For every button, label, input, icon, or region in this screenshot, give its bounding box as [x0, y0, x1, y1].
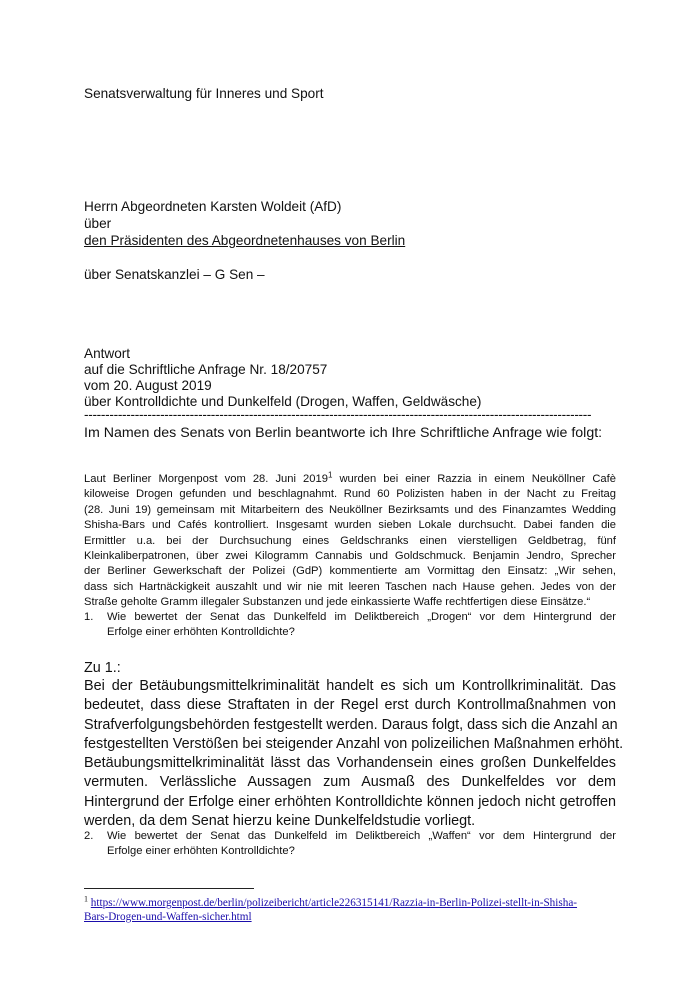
footnote-url-line-1: https://www.morgenpost.de/berlin/polizeibericht/article226315141/Razzia-in-Berlin-Polizei-stellt-in-Shisha-	[90, 897, 578, 909]
intro-sentence: Im Namen des Senats von Berlin beantworte ich Ihre Schriftliche Anfrage wie folgt:	[84, 425, 603, 441]
inquiry-date: vom 20. August 2019	[84, 378, 212, 393]
footnote-mark: 1	[84, 894, 88, 904]
question-2-line: Erfolge einer erhöhten Kontrolldichte?	[107, 845, 295, 858]
footnote	[84, 896, 577, 924]
preamble-line: Ermittler u.a. bei der Durchsuchung eines Geldschranks einen vierstelligen Geldbetrag, fünf	[84, 534, 616, 547]
inquiry-number: auf die Schriftliche Anfrage Nr. 18/20757	[84, 362, 328, 377]
answer-1-line: festgestellten Verstößen bei steigender Anzahl von polizeilichen Maßnahmen erhöht.	[84, 735, 624, 752]
answer-1-line: vermuten. Verlässliche Aussagen zum Ausmaß des Dunkelfeldes vor dem	[84, 774, 616, 791]
answer-1-line: bedeutet, dass diese Straftaten in der Regel erst durch Kontrollmaßnahmen von	[84, 697, 616, 714]
preamble-line: (28. Juni 19) gemeinsam mit Mitarbeitern des Neuköllner Bezirksamts und des Finanzamtes Wedding	[84, 503, 616, 516]
address-recipient: Herrn Abgeordneten Karsten Woldeit (AfD)	[84, 199, 342, 214]
footnote-divider	[84, 888, 254, 889]
preamble-line: dass sich Hartnäckigkeit auszahlt und wir nie mit leeren Taschen nach Hause gehen. Jedes von der	[84, 580, 616, 593]
answer-1-line: Strafverfolgungsbehörden festgestellt werden. Daraus folgt, dass sich die Anzahl an	[84, 716, 618, 733]
address-via: über	[84, 216, 112, 231]
question-2-text	[107, 829, 616, 860]
answer-1-line: Betäubungsmittelkriminalität lässt das Vorhandensein eines großen Dunkelfeldes	[84, 755, 616, 772]
question-1-line: Erfolge einer erhöhten Kontrolldichte?	[107, 626, 295, 639]
answer-1-line: Hintergrund der Erfolge einer erhöhten Kontrolldichte können jedoch nicht getroffen	[84, 793, 616, 810]
footnote-link[interactable]	[84, 897, 577, 923]
answer-1-paragraph	[84, 677, 624, 831]
preamble-line: kiloweise Drogen gefunden und beschlagnahmt. Rund 60 Polizisten haben in der Nacht zu Freitag	[84, 488, 616, 501]
address-chancellery: über Senatskanzlei – G Sen –	[84, 267, 265, 282]
question-2-number: 2.	[84, 830, 94, 842]
preamble-line: Kleinkaliberpatronen, über zwei Kilogramm Cannabis und Goldschmuck. Benjamin Jendro, Sprecher	[84, 550, 616, 563]
preamble-line: Shisha-Bars und Cafés kontrolliert. Insgesamt wurden sieben Lokale durchsucht. Dabei fanden die	[84, 519, 616, 532]
inquiry-subject: über Kontrolldichte und Dunkelfeld (Drogen, Waffen, Geldwäsche)	[84, 394, 482, 409]
footnote-url-line-2: Bars-Drogen-und-Waffen-sicher.html	[84, 911, 252, 923]
preamble-paragraph	[84, 472, 616, 611]
answer-1-line: werden, da dem Senat hierzu keine Dunkelfeldstudie vorliegt.	[84, 813, 476, 830]
question-1-number: 1.	[84, 611, 94, 623]
preamble-line: der Berliner Gewerkschaft der Polizei (GdP) kommentierte am Vormittag den Einsatz: „Wir sehen,	[84, 565, 616, 578]
separator-line: ------------------------------------------------------------------------------------------------------------------------	[84, 407, 592, 422]
footnote-reference[interactable]: 1	[327, 470, 333, 480]
question-2-line: Wie bewertet der Senat das Dunkelfeld im Deliktbereich „Waffen“ vor dem Hintergrund der	[107, 830, 616, 842]
answer-1-heading: Zu 1.:	[84, 660, 121, 676]
department-name: Senatsverwaltung für Inneres und Sport	[84, 86, 324, 101]
answer-1-line: Bei der Betäubungsmittelkriminalität handelt es sich um Kontrollkriminalität. Das	[84, 678, 616, 694]
preamble-line	[84, 472, 616, 487]
address-president: den Präsidenten des Abgeordnetenhauses von Berlin	[84, 233, 406, 248]
preamble-line-1-start: Laut Berliner Morgenpost vom 28. Juni 2019	[84, 473, 328, 485]
preamble-line-1-rest: wurden bei einer Razzia in einem Neuköllner Cafè	[332, 473, 616, 485]
preamble-line: Straße geholte Gramm illegaler Substanzen und jede einkassierte Waffe rechtfertigen diese Einsätze.“	[84, 596, 591, 609]
question-1-text	[107, 610, 616, 641]
question-1-line: Wie bewertet der Senat das Dunkelfeld im Deliktbereich „Drogen“ vor dem Hintergrund der	[107, 611, 616, 623]
answer-label: Antwort	[84, 346, 131, 361]
